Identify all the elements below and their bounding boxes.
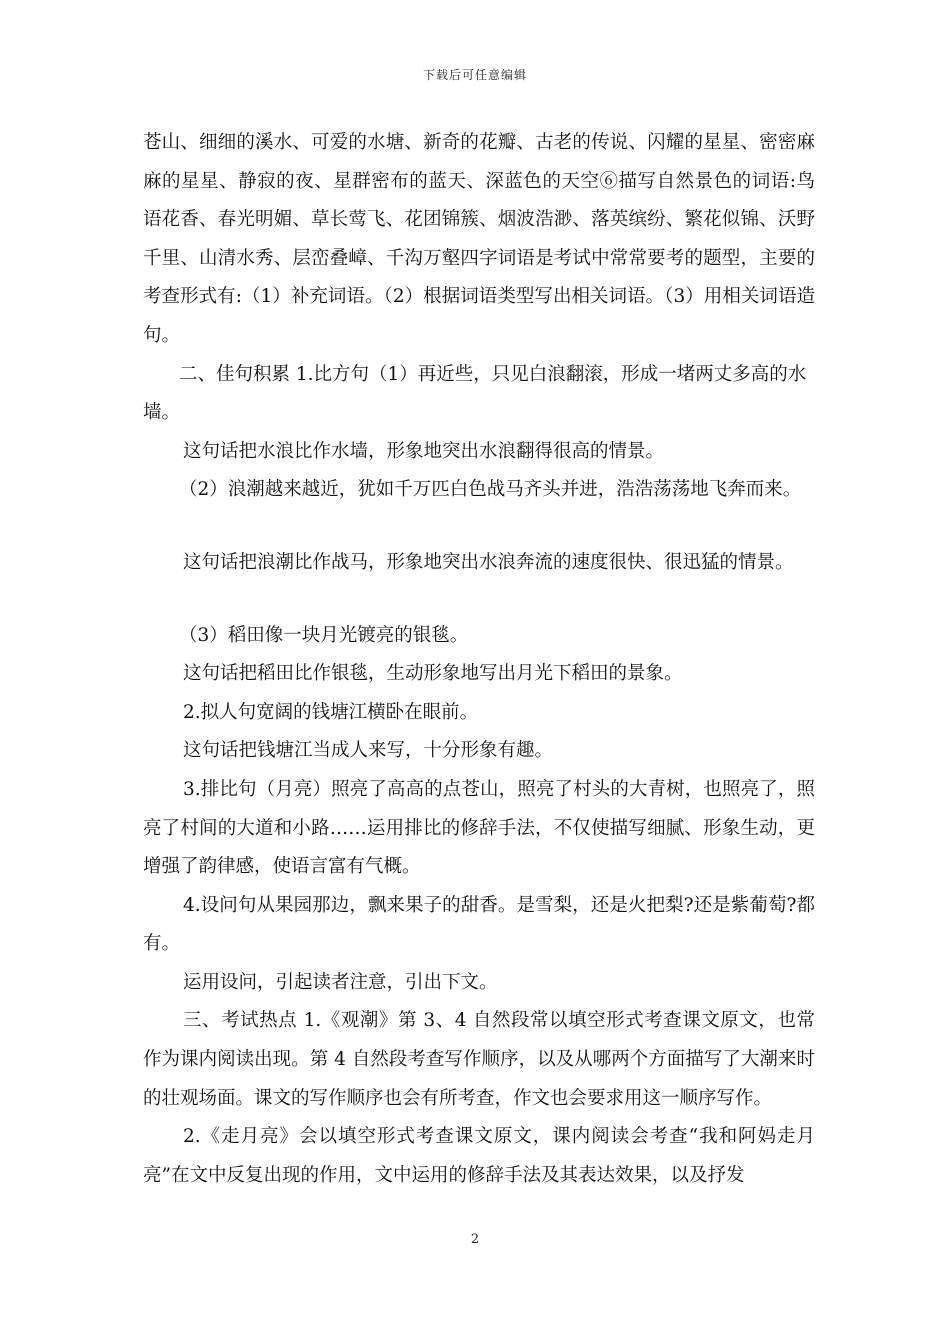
paragraph-explanation-3: 这句话把稻田比作银毯，生动形象地写出月光下稻田的景象。: [183, 663, 683, 685]
page-number: 2: [470, 1232, 480, 1247]
paragraph-section-two: 二、佳句积累 1.比方句（1）再近些，只见白浪翻滚，形成一堵两丈多高的水墙。: [143, 363, 807, 424]
paragraph-explanation-2: 这句话把浪潮比作战马，形象地突出水浪奔流的速度很快、很迅猛的情景。: [183, 551, 794, 573]
paragraph-example-3: （3）稻田像一块月光镀亮的银毯。: [179, 624, 469, 646]
paragraph-section-three: 三、考试热点 1.《观潮》第 3、4 自然段常以填空形式考查课文原文，也常作为课内阅读出现。第 4 自然段考查写作顺序，以及从哪两个方面描写了大潮来时的壮观场面。课文的写作顺序也会有所考查，作文也会要求用这一顺序写作。: [143, 1010, 815, 1109]
blank-space: [143, 583, 815, 617]
paragraph-example-2: （2）浪潮越来越近，犹如千万匹白色战马齐头并进，浩浩荡荡地飞奔而来。: [179, 479, 802, 501]
paragraph-parallelism: 3.排比句（月亮）照亮了高高的点苍山，照亮了村头的大青树，也照亮了，照亮了村间的大道和小路……运用排比的修辞手法，不仅使描写细腻、形象生动，更增强了韵律感，使语言富有气概。: [143, 778, 815, 878]
blank-space: [143, 510, 815, 544]
paragraph-explanation-1: 这句话把水浪比作水墙，形象地突出水浪翻得很高的情景。: [183, 440, 665, 462]
paragraph-rhetorical-question: 4.设问句从果园那边，飘来果子的甜香。是雪梨，还是火把梨?还是紫葡萄?都有。: [143, 894, 815, 955]
page-header: 下载后可任意编辑: [422, 68, 527, 82]
paragraph-personification-explanation: 这句话把钱塘江当成人来写，十分形象有趣。: [183, 740, 554, 762]
document-body: [143, 124, 815, 1195]
paragraph-moon-walk: 2.《走月亮》会以填空形式考查课文原文，课内阅读会考查“我和阿妈走月亮”在文中反复出现的作用，文中运用的修辞手法及其表达效果，以及抒发: [143, 1126, 815, 1186]
paragraph-vocabulary: 苍山、细细的溪水、可爱的水塘、新奇的花瓣、古老的传说、闪耀的星星、密密麻麻的星星、静寂的夜、星群密布的蓝天、深蓝色的天空⑥描写自然景色的词语:鸟语花香、春光明媚、草长莺飞、花团锦簇、烟波浩渺、落英缤纷、繁花似锦、沃野千里、山清水秀、层峦叠嶂、千沟万壑四字词语是考试中常常要考的题型，主要的考查形式有:（1）补充词语。（2）根据词语类型写出相关词语。（3）用相关词语造句。: [143, 132, 816, 346]
paragraph-rhetorical-explanation: 运用设问，引起读者注意，引出下文。: [183, 971, 498, 993]
paragraph-personification: 2.拟人句宽阔的钱塘江横卧在眼前。: [183, 701, 479, 723]
